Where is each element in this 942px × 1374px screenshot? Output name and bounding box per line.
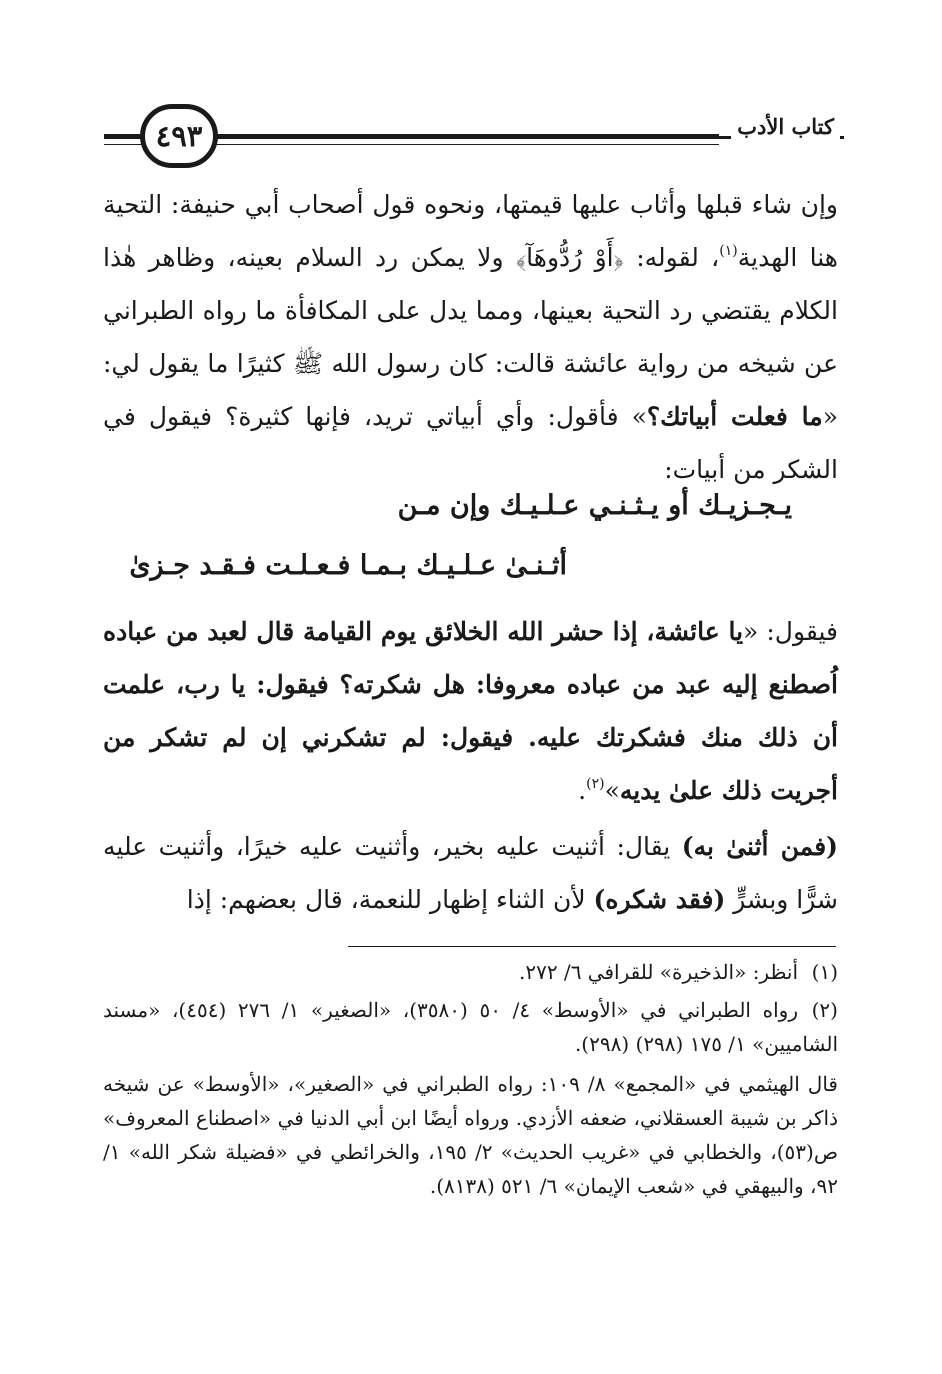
commentary-lemma: (فقد شكره)	[593, 885, 726, 914]
running-title: كتاب الأدب	[731, 114, 840, 139]
text-run: .	[578, 776, 587, 805]
footnote-ref-1: (١)	[719, 243, 738, 259]
page-header	[104, 100, 844, 180]
footnote-note-text: قال الهيثمي في «المجمع» ٨/ ١٠٩: رواه الطبراني في «الصغير»، «الأوسط» عن شيخه ذاكر بن شيبة العسقلاني، ضعفه الأزدي. ورواه أيضًا ابن أبي الدنيا في «اصطناع المعروف» ص(٥٣)، والخطابي في «غريب الحديث» ٢/ ١٩٥، والخرائطي في «فضيلة شكر الله» ١/ ٩٢، والبيهقي في «شعب الإيمان» ٦/ ٥٢١ (٨١٣٨).	[103, 1072, 838, 1198]
page-number	[140, 104, 218, 168]
paragraph-text	[103, 605, 838, 817]
hadith-quote: ما فعلت أبياتك؟	[646, 402, 823, 431]
text-run: وإن شاء قبلها وأثاب عليها قيمتها، ونحوه قول أصحاب أبي حنيفة: التحية هنا الهدية	[103, 190, 838, 272]
text-run: »	[604, 776, 620, 805]
hadith-quote: يا عائشة، إذا حشر الله الخلائق يوم القيامة قال لعبد من عباده اُصطنع إليه عبد من عباده معروفا: هل شكرته؟ فيقول: يا رب، علمت أن ذلك منك فشكرتك عليه. فيقول: لم تشكرني إن لم تشكر من أجريت ذلك علىٰ يديه	[103, 617, 838, 805]
text-run: يقال: أثنيت عليه بخير، وأثنيت عليه خيرًا، وأثنيت عليه شرًّا وبشرٍّ	[103, 832, 838, 914]
footnote-number: (١)	[811, 960, 838, 984]
footnote-ref-2: (٢)	[586, 776, 605, 792]
text-run: فيقول: «	[743, 617, 838, 646]
footnote-text: أنظر: «الذخيرة» للقرافي ٦/ ٢٧٢.	[518, 960, 798, 984]
page-number-text: ٤٩٣	[155, 119, 203, 153]
footnote-text: رواه الطبراني في «الأوسط» ٤/ ٥٠ (٣٥٨٠)، «الصغير» ١/ ٢٧٦ (٤٥٤)، «مسند الشاميين» ١/ ١٧٥ (٢٩٨) (٢٩٨).	[103, 998, 838, 1056]
commentary-lemma: (فمن أثنىٰ به)	[681, 832, 838, 861]
text-run: لأن الثناء إظهار للنعمة، قال بعضهم: إذا	[186, 885, 594, 914]
paragraph-3	[103, 820, 838, 926]
verse-line-2: أثـنـىٰ عـلـيـك بـمـا فـعـلـت فـقـد جـزىٰ	[129, 550, 567, 581]
paragraph-1	[103, 178, 838, 496]
paragraph-text	[103, 178, 838, 496]
text-run: » فأقول: وأي أبياتي تريد، فإنها كثيرة؟ فيقول في الشكر من أبيات:	[103, 402, 838, 484]
footnote-2-note	[103, 1067, 838, 1203]
verse-line-1: يـجـزيـك أو يـثـنـي عـلـيـك وإن مـن	[397, 490, 792, 521]
paragraph-2	[103, 605, 838, 817]
paragraph-text	[103, 820, 838, 926]
footnotes	[103, 955, 838, 1203]
footnote-2	[103, 993, 838, 1061]
footnote-separator	[348, 946, 836, 947]
footnote-1	[103, 955, 838, 989]
text-run: ، لقوله: ﴿أَوْ رُدُّوهَآ﴾ ولا يمكن رد السلام بعينه، وظاهر هٰذا الكلام يقتضي رد التحية بعينها، ومما يدل على المكافأة ما رواه الطبراني عن شيخه من رواية عائشة قالت: كان رسول الله ﷺ كثيرًا ما يقول لي: «	[103, 243, 838, 431]
footnote-number: (٢)	[811, 998, 838, 1022]
